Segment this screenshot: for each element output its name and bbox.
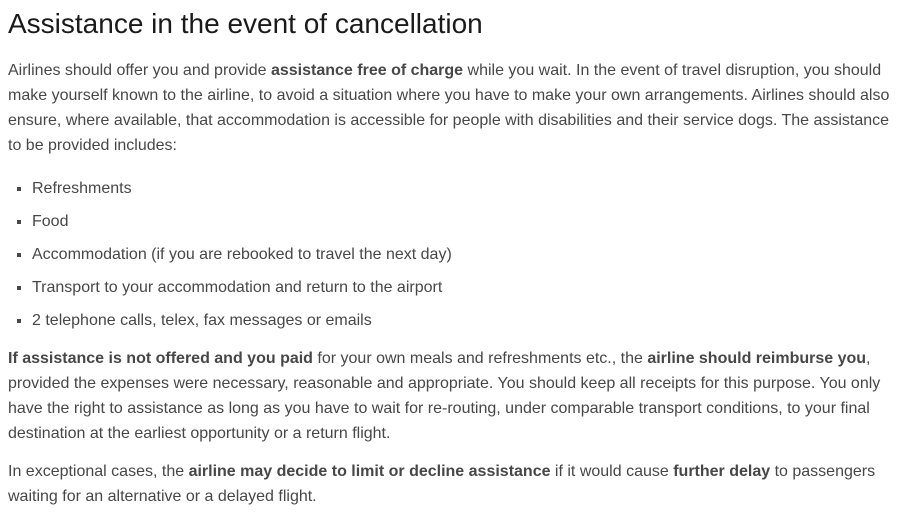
body-text: In exceptional cases, the [8,463,189,481]
body-text: to passengers waiting for an alternative or a delayed flight. [8,463,876,506]
intro-paragraph [8,58,892,158]
list-item: ▪ Transport to your accommodation and return to the airport [32,275,892,300]
page-title: Assistance in the event of cancellation [8,8,483,39]
emphasis-text: airline should reimburse you [647,350,867,368]
reimbursement-paragraph [8,346,892,446]
body-text: for your own meals and refreshments etc., the [312,350,648,368]
list-item: ▪ Food [32,209,892,234]
assistance-list [8,176,892,333]
list-item: ▪ Refreshments [32,176,892,201]
list-item: ▪ 2 telephone calls, telex, fax messages or emails [32,308,892,333]
limitation-paragraph [8,459,892,509]
emphasis-text: further delay [673,463,771,481]
emphasis-text: assistance free of charge [270,62,464,80]
body-text: if it would cause [550,463,674,481]
article-content [8,8,892,509]
emphasis-text: If assistance is not offered and you paid [8,350,313,368]
list-item: ▪ Accommodation (if you are rebooked to travel the next day) [32,242,892,267]
emphasis-text: airline may decide to limit or decline assistance [188,463,551,481]
body-text: while you wait. In the event of travel disruption, you should make yourself known to the airline, to avoid a situation where you have to make your own arrangements. Airlines should also ensure, where available, that accommodation is accessible for people with disabilities and their service dogs. The assistance to be provided includes: [8,62,890,155]
body-text: , provided the expenses were necessary, reasonable and appropriate. You should keep all receipts for this purpose. You only have the right to assistance as long as you have to wait for re-routing, under comparable transport conditions, to your final destination at the earliest opportunity or a return flight. [8,350,881,443]
body-text: Airlines should offer you and provide [8,62,271,80]
